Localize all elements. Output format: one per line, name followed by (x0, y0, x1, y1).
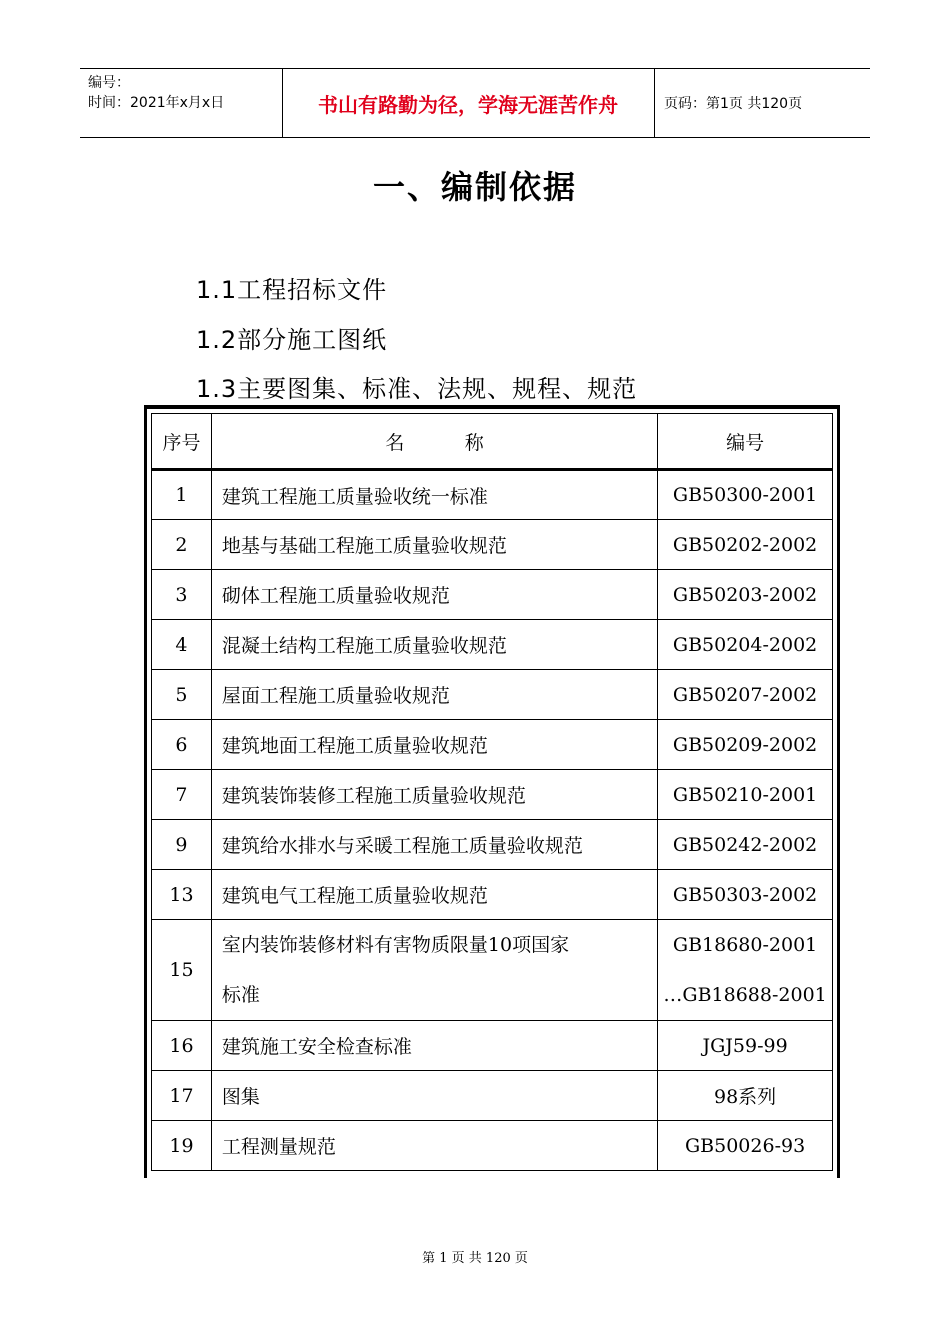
row-code (658, 920, 833, 1021)
section-heading: 1.1工程招标文件 (196, 276, 388, 304)
row-code: GB50300-2001 (658, 470, 833, 520)
row-name: 建筑电气工程施工质量验收规范 (211, 870, 657, 920)
table-row (152, 1121, 833, 1171)
table-header-row (152, 414, 833, 470)
row-code: GB50242-2002 (658, 820, 833, 870)
row-name: 建筑装饰装修工程施工质量验收规范 (211, 770, 657, 820)
row-code-line: …GB18688-2001 (663, 984, 827, 1006)
row-code: GB50210-2001 (658, 770, 833, 820)
row-name (211, 920, 657, 1021)
table-row (152, 1071, 833, 1121)
table-row (152, 770, 833, 820)
row-no: 4 (152, 620, 212, 670)
row-no: 2 (152, 520, 212, 570)
row-code: JGJ59-99 (658, 1021, 833, 1071)
row-no: 7 (152, 770, 212, 820)
row-code: GB50204-2002 (658, 620, 833, 670)
row-no: 6 (152, 720, 212, 770)
row-code: GB50202-2002 (658, 520, 833, 570)
page-header (80, 68, 870, 138)
row-name: 图集 (211, 1071, 657, 1121)
header-motto: 书山有路勤为径，学海无涯苦作舟 (318, 92, 618, 117)
row-code: GB50026-93 (658, 1121, 833, 1171)
header-meta (88, 73, 224, 113)
header-name-label: 名 称 (385, 431, 484, 454)
row-code: 98系列 (658, 1071, 833, 1121)
row-code: GB50207-2002 (658, 670, 833, 720)
row-no: 17 (152, 1071, 212, 1121)
row-no: 15 (152, 920, 212, 1021)
page-footer: 第 1 页 共 120 页 (422, 1251, 528, 1266)
table-row (152, 920, 833, 1021)
row-code: GB50203-2002 (658, 570, 833, 620)
row-code: GB50209-2002 (658, 720, 833, 770)
row-name: 建筑给水排水与采暖工程施工质量验收规范 (211, 820, 657, 870)
row-no: 13 (152, 870, 212, 920)
page-title: 一、编制依据 (372, 168, 577, 206)
row-code-line: GB18680-2001 (672, 934, 818, 956)
standards-table-frame (144, 405, 840, 1178)
table-row (152, 620, 833, 670)
row-name: 砌体工程施工质量验收规范 (211, 570, 657, 620)
row-no: 5 (152, 670, 212, 720)
row-name: 建筑地面工程施工质量验收规范 (211, 720, 657, 770)
row-name: 屋面工程施工质量验收规范 (211, 670, 657, 720)
header-divider (654, 69, 655, 137)
header-time-label: 时间：2021年x月x日 (88, 95, 225, 111)
table-row (152, 470, 833, 520)
header-page-info: 页码：第1页 共120页 (664, 96, 803, 112)
section-heading: 1.3主要图集、标准、法规、规程、规范 (196, 375, 638, 403)
section-heading: 1.2部分施工图纸 (196, 326, 388, 354)
table-row (152, 870, 833, 920)
row-code: GB50303-2002 (658, 870, 833, 920)
header-cell-no: 序号 (152, 414, 212, 470)
header-number-label: 编号： (88, 75, 130, 91)
header-cell-code: 编号 (658, 414, 833, 470)
row-name: 建筑施工安全检查标准 (211, 1021, 657, 1071)
row-no: 9 (152, 820, 212, 870)
row-no: 19 (152, 1121, 212, 1171)
row-name: 建筑工程施工质量验收统一标准 (211, 470, 657, 520)
row-no: 1 (152, 470, 212, 520)
table-row (152, 520, 833, 570)
table-row (152, 570, 833, 620)
standards-table (151, 413, 833, 1171)
header-cell-name (211, 414, 657, 470)
row-name: 工程测量规范 (211, 1121, 657, 1171)
row-no: 3 (152, 570, 212, 620)
row-name: 地基与基础工程施工质量验收规范 (211, 520, 657, 570)
table-row (152, 820, 833, 870)
row-name-line: 室内装饰装修材料有害物质限量10项国家 (221, 934, 570, 956)
row-no: 16 (152, 1021, 212, 1071)
row-name-line: 标准 (221, 984, 260, 1006)
table-row (152, 1021, 833, 1071)
table-row (152, 720, 833, 770)
row-name: 混凝土结构工程施工质量验收规范 (211, 620, 657, 670)
table-row (152, 670, 833, 720)
